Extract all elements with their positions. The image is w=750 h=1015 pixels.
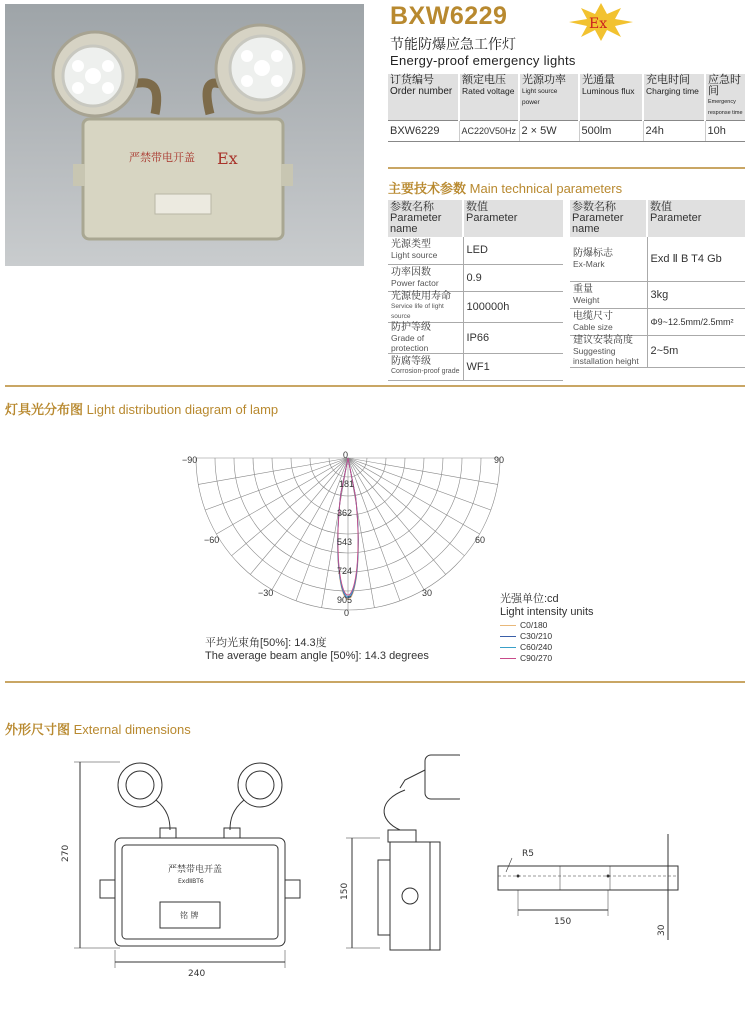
units-cn: 光强单位:cd: [500, 593, 559, 605]
param-col-header: 参数名称 Parameter name: [570, 200, 647, 237]
section-divider: [5, 681, 745, 683]
front-ex-code: ExdⅡBT6: [178, 878, 204, 885]
param-col-header: 数值 Parameter: [463, 200, 563, 237]
legend-item: C30/210: [500, 631, 552, 642]
front-cover-label: 严禁带电开盖: [168, 865, 223, 875]
angle-label: 60: [475, 535, 486, 545]
dim-bracket-width: 150: [554, 917, 572, 927]
radial-label: 181: [339, 479, 355, 489]
table-row: 建议安装高度 Suggesting installation height 2~5m: [570, 335, 745, 367]
radial-label: 362: [337, 508, 353, 518]
table-row: 光源使用寿命 Service life of light source 100000h: [388, 291, 563, 322]
params-table-right: [570, 200, 745, 368]
light-dist-title: 灯具光分布图 Light distribution diagram of lamp: [5, 402, 279, 417]
polar-spoke: [205, 458, 348, 510]
legend-item: C90/270: [500, 653, 552, 664]
order-table: [388, 74, 745, 142]
product-title-cn: 节能防爆应急工作灯: [390, 36, 516, 52]
angle-label: −60: [204, 535, 220, 545]
order-col-header: 额定电压 Rated voltage: [459, 74, 519, 121]
dim-bracket-radius: R5: [522, 849, 534, 859]
bracket-view-drawing: [490, 830, 690, 950]
angle-label: 30: [422, 588, 433, 598]
ex-badge-text: Ex: [589, 16, 608, 32]
order-cell: AC220V50Hz: [459, 121, 519, 142]
params-table-left: [388, 200, 563, 381]
dimensions-title: 外形尺寸图 External dimensions: [5, 722, 191, 737]
dim-bracket-height: 30: [657, 924, 667, 936]
order-cell: 10h: [705, 121, 745, 142]
legend-item: C60/240: [500, 642, 552, 653]
polar-spoke: [348, 458, 491, 510]
photo-cover-label: 严禁带电开盖: [129, 151, 195, 164]
ex-star-icon: [565, 2, 637, 42]
dim-front-height: 270: [61, 844, 71, 862]
dim-front-width: 240: [188, 969, 206, 979]
section-divider: [5, 385, 745, 387]
legend: [500, 620, 552, 664]
product-title-en: Energy-proof emergency lights: [390, 53, 576, 68]
photo-ex-label: Ex: [217, 149, 238, 168]
angle-label: 0: [344, 608, 350, 618]
dim-side-height: 150: [340, 882, 350, 900]
lamp-photo-illustration: [5, 4, 364, 266]
ex-badge: [565, 2, 637, 47]
radial-label: 724: [337, 566, 353, 576]
table-row: 防护等级 Grade of protection IP66: [388, 322, 563, 353]
units-en: Light intensity units: [500, 606, 594, 618]
table-row: 防爆标志 Ex-Mark Exd Ⅱ B T4 Gb: [570, 237, 745, 281]
table-row: 电缆尺寸 Cable size Φ9~12.5mm/2.5mm²: [570, 308, 745, 335]
table-row: 光源类型 Light source LED: [388, 237, 563, 264]
polar-spoke: [250, 458, 348, 574]
order-col-header: 光源功率 Light source power: [519, 74, 579, 121]
beam-angle-note: 平均光束角[50%]: 14.3度 The average beam angle [50%]: 14.3 degrees: [205, 637, 429, 662]
main-params-title: 主要技术参数 Main technical parameters: [388, 181, 623, 196]
legend-item: C0/180: [500, 620, 552, 631]
radial-label: 905: [337, 595, 353, 605]
intensity-units: [500, 590, 594, 618]
order-cell: BXW6229: [388, 121, 459, 142]
param-col-header: 参数名称 Parameter name: [388, 200, 463, 237]
order-cell: 500lm: [579, 121, 643, 142]
radial-label: 543: [337, 537, 353, 547]
angle-label: 90: [494, 455, 505, 465]
product-model: BXW6229: [390, 2, 508, 30]
order-table-header: [388, 74, 745, 121]
order-cell: 2 × 5W: [519, 121, 579, 142]
table-row: 重量 Weight 3kg: [570, 281, 745, 308]
param-col-header: 数值 Parameter: [647, 200, 745, 237]
product-photo: [5, 4, 364, 266]
table-row: 防腐等级 Corrosion-proof grade WF1: [388, 353, 563, 380]
order-col-header: 应急时间 Emergency response time: [705, 74, 745, 121]
angle-label: −90: [182, 455, 198, 465]
order-cell: 24h: [643, 121, 705, 142]
order-col-header: 订货编号 Order number: [388, 74, 459, 121]
front-plate-label: 铭 牌: [180, 911, 199, 920]
order-col-header: 充电时间 Charging time: [643, 74, 705, 121]
polar-spoke: [232, 458, 348, 556]
polar-spoke: [348, 458, 464, 556]
polar-spoke: [348, 458, 446, 574]
order-col-header: 光通量 Luminous flux: [579, 74, 643, 121]
angle-label: 0: [343, 450, 349, 460]
table-row: [388, 121, 745, 142]
angle-label: −30: [258, 588, 274, 598]
table-row: 功率因数 Power factor 0.9: [388, 264, 563, 291]
polar-diagram: [170, 448, 530, 623]
side-view-drawing: [330, 750, 460, 970]
section-divider: [388, 167, 745, 169]
front-view-drawing: [60, 750, 320, 990]
